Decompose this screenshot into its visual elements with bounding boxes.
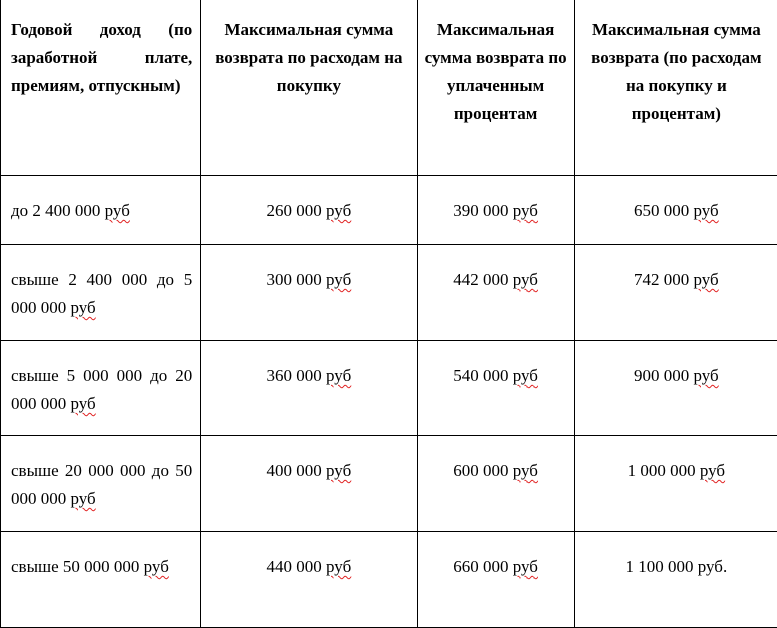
header-purchase-refund: Максимальная сумма возврата по расходам на покупку: [201, 0, 417, 176]
interest-cell: 390 000 руб: [417, 176, 574, 245]
income-cell: свыше 2 400 000 до 5 000 000 руб: [1, 245, 201, 341]
interest-cell: 660 000 руб: [417, 532, 574, 628]
income-cell: свыше 5 000 000 до 20 000 000 руб: [1, 341, 201, 436]
interest-cell: 600 000 руб: [417, 436, 574, 532]
currency-label: руб: [71, 394, 96, 413]
currency-label: руб: [694, 270, 719, 289]
total-cell: 900 000 руб: [574, 341, 777, 436]
currency-label: руб: [71, 489, 96, 508]
currency-label: руб: [105, 201, 130, 220]
income-cell: до 2 400 000 руб: [1, 176, 201, 245]
currency-label: руб: [144, 557, 169, 576]
currency-label: руб: [326, 366, 351, 385]
total-cell: 742 000 руб: [574, 245, 777, 341]
purchase-cell: 360 000 руб: [201, 341, 417, 436]
interest-cell: 442 000 руб: [417, 245, 574, 341]
purchase-cell: 260 000 руб: [201, 176, 417, 245]
header-interest-refund: Максимальная сумма возврата по уплаченным процентам: [417, 0, 574, 176]
currency-label: руб: [326, 270, 351, 289]
currency-label: руб: [513, 366, 538, 385]
table-row: [1, 436, 777, 532]
income-cell: свыше 50 000 000 руб: [1, 532, 201, 628]
total-cell: 1 100 000 руб.: [574, 532, 777, 628]
currency-label: руб: [513, 461, 538, 480]
purchase-cell: 400 000 руб: [201, 436, 417, 532]
header-total-refund: Максимальная сумма возврата (по расходам на покупку и процентам): [574, 0, 777, 176]
currency-label: руб: [326, 201, 351, 220]
currency-label: руб: [326, 557, 351, 576]
header-row: [1, 0, 777, 176]
table-row: [1, 532, 777, 628]
currency-label: руб: [694, 366, 719, 385]
income-cell: свыше 20 000 000 до 50 000 000 руб: [1, 436, 201, 532]
currency-label: руб: [513, 557, 538, 576]
header-income: Годовой доход (по заработной плате, премиям, отпускным): [1, 0, 201, 176]
currency-label: руб: [71, 298, 96, 317]
currency-label: руб: [513, 270, 538, 289]
total-cell: 650 000 руб: [574, 176, 777, 245]
currency-label: руб: [513, 201, 538, 220]
purchase-cell: 440 000 руб: [201, 532, 417, 628]
total-cell: 1 000 000 руб: [574, 436, 777, 532]
currency-label: руб: [700, 461, 725, 480]
purchase-cell: 300 000 руб: [201, 245, 417, 341]
currency-label: руб: [326, 461, 351, 480]
table-row: [1, 341, 777, 436]
table-row: [1, 176, 777, 245]
interest-cell: 540 000 руб: [417, 341, 574, 436]
table-row: [1, 245, 777, 341]
currency-label: руб: [694, 201, 719, 220]
